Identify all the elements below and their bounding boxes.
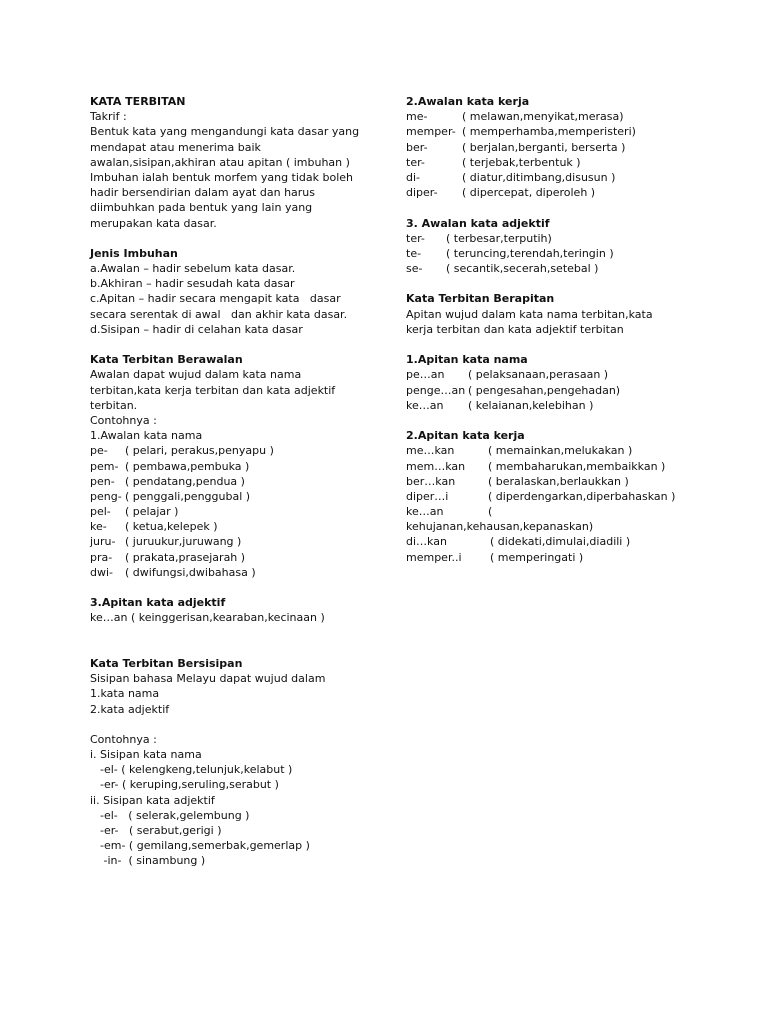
example-words: ( membaharukan,membaikkan ) <box>488 459 666 473</box>
takrif-label: Takrif : <box>90 110 127 124</box>
affix-label: peng- <box>90 489 122 503</box>
example-row <box>406 367 706 382</box>
example-words: ( kelaianan,kelebihan ) <box>468 398 594 412</box>
example-row <box>406 140 706 155</box>
bersisipan-line: 1.kata nama <box>90 687 160 701</box>
apitan-nama-heading: 1.Apitan kata nama <box>406 353 528 367</box>
example-words: ( penggali,penggubal ) <box>125 489 251 503</box>
bersisipan-line: 2.kata adjektif <box>90 702 170 716</box>
berapitan-line: Apitan wujud dalam kata nama terbitan,kata <box>406 307 653 321</box>
berapitan-heading: Kata Terbitan Berapitan <box>406 292 555 306</box>
example-row <box>406 489 706 504</box>
takrif-line: merupakan kata dasar. <box>90 216 217 230</box>
sisipan-adjektif-label: ii. Sisipan kata adjektif <box>90 793 215 807</box>
example-row <box>90 565 390 580</box>
example-row <box>406 534 706 549</box>
berawalan-line: Awalan dapat wujud dalam kata nama <box>90 368 302 382</box>
example-words: ( didekati,dimulai,diadili ) <box>490 535 631 549</box>
affix-label: pel- <box>90 505 111 519</box>
sisipan-nama-label: i. Sisipan kata nama <box>90 748 202 762</box>
example-row <box>90 519 390 534</box>
berawalan-line: 1.Awalan kata nama <box>90 429 203 443</box>
example-words: ( prakata,prasejarah ) <box>125 550 246 564</box>
jenis-imbuhan-heading: Jenis Imbuhan <box>90 246 178 260</box>
list-item: secara serentak di awal dan akhir kata dasar. <box>90 307 348 321</box>
affix-label: me…kan <box>406 444 455 458</box>
example-words: ( memperingati ) <box>490 550 584 564</box>
example-words: ( berjalan,berganti, berserta ) <box>462 140 626 154</box>
berapitan-line: kerja terbitan dan kata adjektif terbitan <box>406 322 624 336</box>
apitan-kerja-tail-list <box>406 534 706 564</box>
affix-label: se- <box>406 262 423 276</box>
example-row <box>406 109 706 124</box>
affix-label: di- <box>406 170 421 184</box>
example-row <box>90 550 390 565</box>
example-words: ( diperdengarkan,diperbahaskan ) <box>488 489 676 503</box>
jenis-imbuhan-list <box>90 261 390 337</box>
takrif-line: awalan,sisipan,akhiran atau apitan ( imbuhan ) <box>90 155 350 169</box>
example-words: ( memperhamba,memperisteri) <box>462 125 636 139</box>
awalan-adjektif-heading: 3. Awalan kata adjektif <box>406 216 550 230</box>
affix-label: pra- <box>90 550 113 564</box>
example-words: ( pengesahan,pengehadan) <box>468 383 621 397</box>
example-row <box>406 261 706 276</box>
example-words: ( dipercepat, diperoleh ) <box>462 186 596 200</box>
example-row <box>406 155 706 170</box>
affix-label: me- <box>406 110 428 124</box>
berawalan-line: terbitan,kata kerja terbitan dan kata adjektif <box>90 383 336 397</box>
takrif-line: hadir bersendirian dalam ayat dan harus <box>90 186 316 200</box>
apitan-nama-list <box>406 367 706 413</box>
example-row <box>90 474 390 489</box>
example-words: ( terjebak,terbentuk ) <box>462 155 581 169</box>
takrif-paragraph <box>90 124 390 230</box>
doc-title: KATA TERBITAN <box>90 95 186 108</box>
sisipan-nama-item: -el- ( kelengkeng,telunjuk,kelabut ) <box>100 763 293 777</box>
example-words: ( melawan,menyikat,merasa) <box>462 110 624 124</box>
affix-label: penge…an <box>406 383 466 397</box>
affix-label: pe- <box>90 444 108 458</box>
example-row <box>406 170 706 185</box>
example-row <box>406 443 706 458</box>
berawalan-line: Contohnya : <box>90 413 157 427</box>
example-words: ( pelajar ) <box>125 505 179 519</box>
affix-label: ke…an <box>406 398 444 412</box>
sisipan-adjektif-item: -er- ( serabut,gerigi ) <box>100 824 222 838</box>
example-words: ( secantik,secerah,setebal ) <box>446 262 599 276</box>
example-words: ( terbesar,terputih) <box>446 231 552 245</box>
affix-label: ber- <box>406 140 428 154</box>
affix-label: pe…an <box>406 368 445 382</box>
affix-label: mem…kan <box>406 459 466 473</box>
example-row <box>90 534 390 549</box>
awalan-kerja-list <box>406 109 706 200</box>
affix-label: ber…kan <box>406 474 456 488</box>
affix-label: diper- <box>406 186 438 200</box>
example-row <box>406 231 706 246</box>
affix-label: ter- <box>406 231 425 245</box>
example-row <box>90 489 390 504</box>
example-words: ( pembawa,pembuka ) <box>125 459 250 473</box>
example-row <box>406 185 706 200</box>
contohnya-label: Contohnya : <box>90 732 157 746</box>
example-row <box>406 246 706 261</box>
berawalan-line: terbitan. <box>90 398 138 412</box>
sisipan-nama-item: -er- ( keruping,seruling,serabut ) <box>100 778 279 792</box>
apitan-kerja-heading: 2.Apitan kata kerja <box>406 429 525 443</box>
example-words: ( teruncing,terendah,teringin ) <box>446 246 614 260</box>
example-row <box>406 383 706 398</box>
example-row <box>406 459 706 474</box>
takrif-line: diimbuhkan pada bentuk yang lain yang <box>90 201 313 215</box>
awalan-nama-list <box>90 443 390 580</box>
example-row <box>90 443 390 458</box>
sisipan-adjektif-item: -el- ( selerak,gelembung ) <box>100 808 250 822</box>
example-words: ( diatur,ditimbang,disusun ) <box>462 170 616 184</box>
list-item: b.Akhiran – hadir sesudah kata dasar <box>90 277 295 291</box>
example-words: ( pelari, perakus,penyapu ) <box>125 444 274 458</box>
left-column <box>90 94 390 869</box>
right-column <box>406 94 706 565</box>
affix-label: dwi- <box>90 565 114 579</box>
berawalan-heading: Kata Terbitan Berawalan <box>90 353 243 367</box>
affix-label: di…kan <box>406 535 447 549</box>
example-words: ( memainkan,melukakan ) <box>488 444 633 458</box>
example-words: ( beralaskan,berlaukkan ) <box>488 474 629 488</box>
example-words: ( pendatang,pendua ) <box>125 474 245 488</box>
affix-label: diper…i <box>406 489 449 503</box>
example-words: ( juruukur,juruwang ) <box>125 535 242 549</box>
apitan-adjektif-line: ke…an ( keinggerisan,kearaban,kecinaan ) <box>90 611 325 625</box>
affix-label: pen- <box>90 474 115 488</box>
example-row <box>90 504 390 519</box>
takrif-line: Imbuhan ialah bentuk morfem yang tidak boleh <box>90 170 354 184</box>
example-row <box>406 474 706 489</box>
apitan-adjektif-heading: 3.Apitan kata adjektif <box>90 596 226 610</box>
apitan-kerja-list <box>406 443 706 519</box>
affix-label: juru- <box>90 535 116 549</box>
affix-label: memper..i <box>406 550 462 564</box>
kehujanan-line: kehujanan,kehausan,kepanaskan) <box>406 520 594 534</box>
affix-label: te- <box>406 246 422 260</box>
example-words: ( pelaksanaan,perasaan ) <box>468 368 609 382</box>
affix-label: pem- <box>90 459 119 473</box>
list-item: c.Apitan – hadir secara mengapit kata dasar <box>90 292 341 306</box>
takrif-line: mendapat atau menerima baik <box>90 140 261 154</box>
awalan-adjektif-list <box>406 231 706 277</box>
example-row <box>406 398 706 413</box>
takrif-line: Bentuk kata yang mengandungi kata dasar yang <box>90 125 360 139</box>
affix-label: memper- <box>406 125 456 139</box>
example-words: ( dwifungsi,dwibahasa ) <box>125 565 256 579</box>
list-item: d.Sisipan – hadir di celahan kata dasar <box>90 322 303 336</box>
awalan-kerja-heading: 2.Awalan kata kerja <box>406 95 530 108</box>
example-words: ( <box>488 505 493 519</box>
example-row <box>406 124 706 139</box>
example-words: ( ketua,kelepek ) <box>125 520 218 534</box>
example-row <box>90 459 390 474</box>
bersisipan-line: Sisipan bahasa Melayu dapat wujud dalam <box>90 672 326 686</box>
sisipan-adjektif-item: -em- ( gemilang,semerbak,gemerlap ) <box>100 839 310 853</box>
example-row <box>406 504 706 519</box>
sisipan-adjektif-item: -in- ( sinambung ) <box>100 854 206 868</box>
affix-label: ke…an <box>406 505 444 519</box>
list-item: a.Awalan – hadir sebelum kata dasar. <box>90 262 296 276</box>
example-row <box>406 550 706 565</box>
affix-label: ke- <box>90 520 107 534</box>
affix-label: ter- <box>406 155 425 169</box>
bersisipan-heading: Kata Terbitan Bersisipan <box>90 656 243 670</box>
